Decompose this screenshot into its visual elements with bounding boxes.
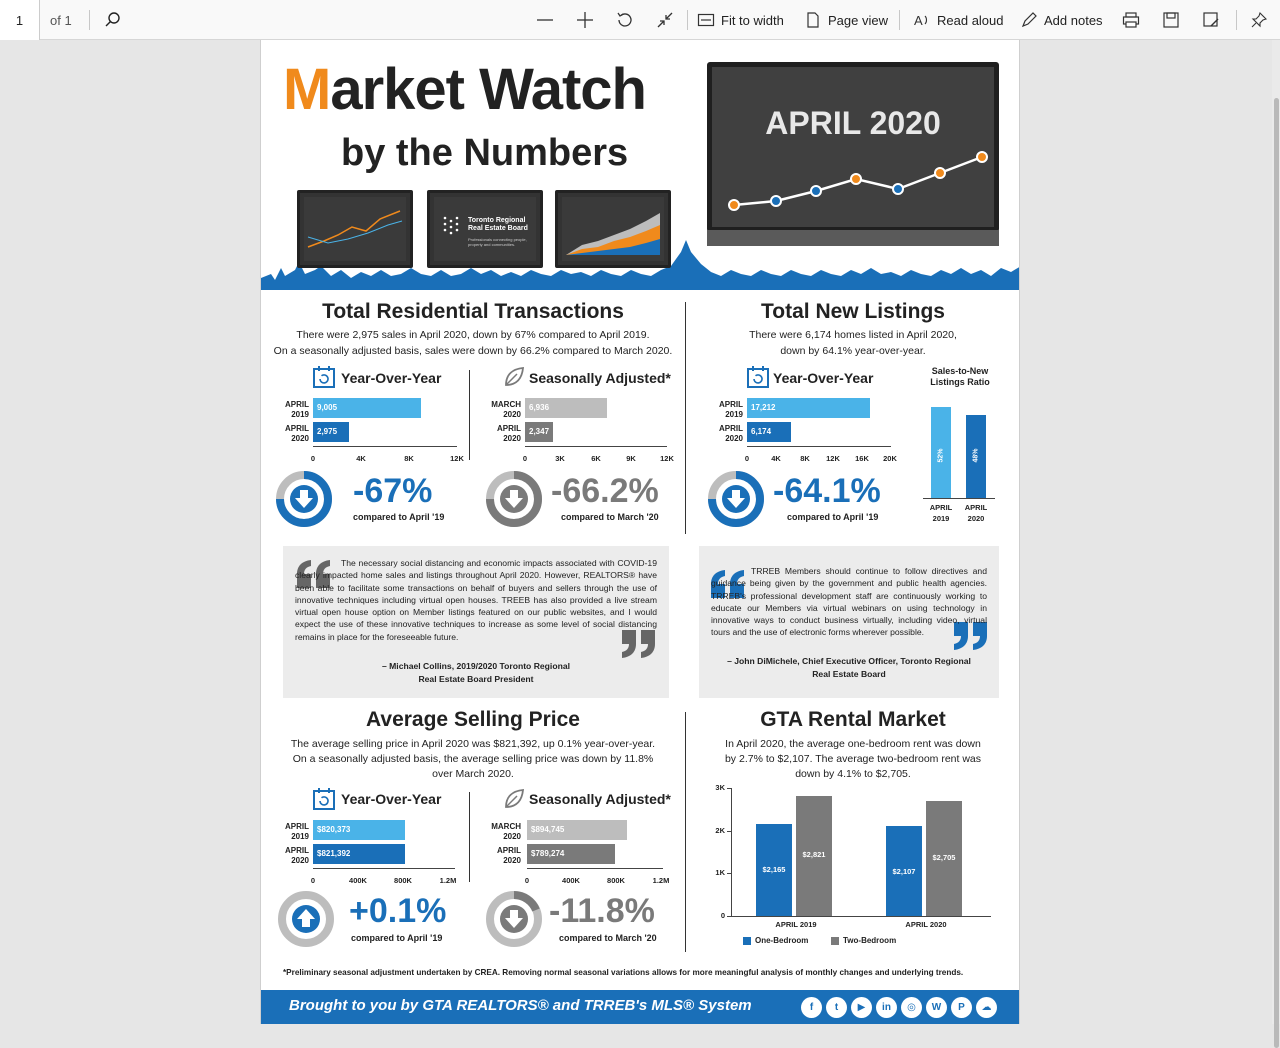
facebook-icon[interactable]: f: [801, 997, 822, 1018]
tick-label: 8K: [800, 454, 810, 463]
tick-label: 800K: [394, 876, 412, 885]
tick-label: 0: [310, 876, 316, 885]
search-button[interactable]: [104, 8, 122, 32]
trreb-logo-icon: [442, 215, 464, 237]
page-view-label: Page view: [828, 12, 888, 28]
y-tick-mark: [727, 916, 731, 917]
bar-value-label: $2,821: [802, 849, 826, 859]
listings-line-2: down by 64.1% year-over-year.: [780, 345, 926, 357]
row-label-period: MARCH: [491, 822, 521, 831]
transactions-line-1: There were 2,975 sales in April 2020, down by 67% compared to April 2019.: [296, 329, 650, 341]
row-label-period: APRIL: [719, 424, 743, 433]
infographic-header: [261, 40, 1020, 290]
bar-value: 6,936: [529, 403, 550, 412]
calendar-refresh-icon: [313, 366, 335, 388]
transactions-sa-heading: Seasonally Adjusted*: [529, 370, 671, 386]
row-label-year: 2020: [503, 856, 521, 865]
price-yoy-pct-sub: compared to April '19: [351, 933, 443, 943]
monitor-chart-1: [297, 190, 413, 268]
page-icon: [804, 11, 822, 29]
bar-value: 6,174: [751, 427, 772, 436]
y-tick-label: 2K: [715, 825, 725, 835]
y-tick-label: 0: [720, 911, 725, 920]
april-2020-monitor: [707, 62, 999, 232]
save-button[interactable]: [1161, 8, 1181, 32]
row-label-period: MARCH: [491, 400, 521, 409]
rental-line-2: by 2.7% to $2,107. The average two-bedroom rent was: [724, 753, 982, 765]
fit-page-button[interactable]: [655, 8, 675, 32]
title-rest: arket Watch: [330, 57, 646, 122]
quote-collins-author-2: Real Estate Board President: [418, 674, 534, 684]
wordpress-icon[interactable]: W: [926, 997, 947, 1018]
save-icon: [1161, 10, 1181, 30]
bar-value-label: $2,165: [762, 865, 786, 875]
ratio-label-year: 2020: [967, 514, 985, 523]
instagram-icon[interactable]: ◎: [901, 997, 922, 1018]
listings-yoy-heading: Year-Over-Year: [773, 370, 874, 386]
price-sa-heading: Seasonally Adjusted*: [529, 791, 671, 807]
row-label-period: APRIL: [497, 846, 521, 855]
bar-value: $821,392: [317, 849, 351, 858]
footer-banner: [261, 990, 1020, 1024]
row-label-period: APRIL: [719, 400, 743, 409]
toolbar-divider: [899, 10, 900, 30]
svg-text:A: A: [914, 13, 923, 28]
trreb-name-2: Real Estate Board: [468, 225, 528, 232]
printer-icon: [1121, 10, 1141, 30]
monitor-trreb-logo: [427, 190, 543, 268]
pin-icon: [1250, 11, 1268, 29]
price-line-3: over March 2020.: [432, 768, 514, 780]
read-aloud-label: Read aloud: [937, 12, 1004, 28]
bar-value: $789,274: [531, 849, 565, 858]
ratio-label-year: 2019: [932, 514, 950, 523]
x-tick-label: APRIL 2019: [775, 920, 817, 929]
trreb-name-1: Toronto Regional: [468, 217, 526, 224]
chart-divider: [469, 792, 470, 882]
tick-label: 800K: [607, 876, 625, 885]
row-label-year: 2020: [291, 856, 309, 865]
bar-value: $894,745: [531, 825, 565, 834]
page-count: of 1: [50, 13, 72, 28]
price-sa-pct: -11.8%: [549, 892, 655, 930]
rental-bar-chart: [701, 780, 1001, 960]
plus-icon: [575, 10, 595, 30]
add-notes-label: Add notes: [1044, 12, 1103, 28]
tick-label: 1.2M: [652, 876, 670, 885]
tick-label: 12K: [660, 454, 674, 463]
x-axis: [527, 868, 663, 869]
rental-title: GTA Rental Market: [760, 708, 946, 731]
tick-label: 400K: [349, 876, 367, 885]
rental-line-1: In April 2020, the average one-bedroom rent was down: [725, 738, 981, 750]
linkedin-icon[interactable]: in: [876, 997, 897, 1018]
legend-item-one-bedroom: [743, 936, 808, 945]
pinterest-icon[interactable]: P: [951, 997, 972, 1018]
ratio-heading-1: Sales-to-New: [931, 366, 989, 376]
leaf-icon: [503, 366, 525, 388]
y-axis-line: [731, 788, 732, 916]
price-sa-pct-sub: compared to March '20: [559, 933, 657, 943]
toolbar-divider: [89, 10, 90, 30]
bar-value: 2,975: [317, 427, 338, 436]
price-line-1: The average selling price in April 2020 was $821,392, up 0.1% year-over-year.: [290, 738, 656, 750]
bar-value-label: $2,107: [892, 866, 916, 876]
x-axis: [313, 446, 457, 447]
legend-swatch: [831, 937, 839, 945]
row-label-period: APRIL: [497, 424, 521, 433]
ratio-value: 48%: [972, 448, 980, 463]
row-label-year: 2019: [291, 410, 309, 419]
transactions-sa-pct-sub: compared to March '20: [561, 512, 659, 522]
y-tick-label: 3K: [715, 783, 725, 792]
listings-line-1: There were 6,174 homes listed in April 2020,: [749, 329, 957, 341]
read-aloud-button[interactable]: [913, 8, 1004, 32]
tick-label: 4K: [356, 454, 366, 463]
tick-label: 12K: [450, 454, 464, 463]
collapse-arrows-icon: [655, 10, 675, 30]
leaf-icon: [503, 788, 525, 810]
row-label-period: APRIL: [285, 822, 309, 831]
price-yoy-heading: Year-Over-Year: [341, 791, 442, 807]
trend-line-icon: [720, 143, 990, 223]
quote-dimichele-author-2: Real Estate Board: [812, 669, 886, 679]
row-label-year: 2020: [725, 434, 743, 443]
page-view-button[interactable]: [804, 8, 888, 32]
quote-dimichele-author-1: – John DiMichele, Chief Executive Officer, Toronto Regional: [727, 656, 971, 666]
ratio-label-period: APRIL: [929, 503, 953, 512]
zoom-in-button[interactable]: [575, 8, 595, 32]
legend-label: Two-Bedroom: [843, 936, 897, 945]
ratio-label-period: APRIL: [964, 503, 988, 512]
zoom-out-button[interactable]: [535, 8, 555, 32]
youtube-icon[interactable]: ▶: [851, 997, 872, 1018]
transactions-yoy-pct-sub: compared to April '19: [353, 512, 445, 522]
bar-value: 9,005: [317, 403, 338, 412]
row-label-year: 2020: [503, 434, 521, 443]
rotate-button[interactable]: [615, 8, 635, 32]
calendar-refresh-icon: [313, 788, 335, 810]
tick-label: 1.2M: [439, 876, 457, 885]
fit-width-icon: [697, 11, 715, 29]
quote-dimichele-text: TRREB Members should continue to follow directives and guidance being given by the government and public health agencies. TRREB's professional development staff are continuously working to educate our Members via virtual webinars on using technology in innovative ways to conduct business virtually, including video, virtual tours and the use of electronic forms wherever possible.: [711, 566, 987, 638]
monitor-stand: [707, 230, 999, 246]
tick-label: 20K: [883, 454, 897, 463]
toolbar-divider: [1236, 10, 1237, 30]
footnote: *Preliminary seasonal adjustment undertaken by CREA. Removing normal seasonal variations allows for more meaningful analysis of monthly changes and underlying trends.: [283, 968, 964, 977]
ratio-axis: [923, 498, 995, 499]
page-number: 1: [15, 12, 24, 28]
row-label-year: 2020: [503, 410, 521, 419]
pdf-page: [260, 40, 1020, 1024]
search-icon: [104, 11, 122, 29]
tick-label: 0: [524, 876, 530, 885]
up-arrow-donut-icon: [277, 890, 335, 948]
legend-label: One-Bedroom: [755, 936, 809, 945]
calendar-refresh-icon: [747, 366, 769, 388]
down-arrow-donut-icon: [485, 890, 543, 948]
transactions-title: Total Residential Transactions: [322, 300, 624, 323]
title-m-letter: M: [283, 57, 331, 122]
tick-label: 8K: [404, 454, 414, 463]
minus-icon: [535, 10, 555, 30]
pen-icon: [1020, 11, 1038, 29]
transactions-sa-pct: -66.2%: [551, 472, 659, 510]
row-label-year: 2019: [291, 832, 309, 841]
tick-label: 0: [744, 454, 750, 463]
down-arrow-donut-icon: [275, 470, 333, 528]
footer-text: Brought to you by GTA REALTORS® and TRREB's MLS® System: [289, 997, 752, 1014]
toolbar-divider: [687, 10, 688, 30]
x-tick-label: APRIL 2020: [905, 920, 947, 929]
rental-line-3: down by 4.1% to $2,705.: [795, 768, 911, 780]
legend-swatch: [743, 937, 751, 945]
ratio-heading-2: Listings Ratio: [930, 377, 990, 387]
listings-yoy-pct-sub: compared to April '19: [787, 512, 879, 522]
tick-label: 16K: [855, 454, 869, 463]
row-label-year: 2019: [725, 410, 743, 419]
transactions-yoy-pct: -67%: [353, 472, 433, 510]
quote-collins-text: The necessary social distancing and economic impacts associated with COVID-19 clearly impacted home sales and listings throughout April 2020. However, REALTORS® have been able to facilitate some transactions on behalf of buyers and sellers through the use of innovative techniques including virtual open houses. TREEB has also provided a live stream virtual open house option on Member listings featured on our public websites, and I would expect the use of these innovative techniques to increase as some level of social distancing remains in place for the foreseeable future.: [295, 558, 657, 642]
market-watch-title: [283, 56, 646, 123]
price-title: Average Selling Price: [366, 708, 580, 731]
row-label-period: APRIL: [285, 846, 309, 855]
tick-label: 0: [522, 454, 528, 463]
y-tick-label: 1K: [715, 868, 725, 878]
row-label-year: 2020: [503, 832, 521, 841]
monitor-area-chart: [555, 190, 671, 268]
legend-item-two-bedroom: [831, 936, 896, 945]
bar-value: 17,212: [751, 403, 776, 412]
x-axis: [313, 868, 455, 869]
twitter-icon[interactable]: t: [826, 997, 847, 1018]
bar-value: $820,373: [317, 825, 351, 834]
x-axis: [525, 446, 667, 447]
bar-value-label: $2,705: [932, 852, 956, 862]
tick-label: 0: [310, 454, 316, 463]
add-notes-button[interactable]: [1020, 8, 1103, 32]
fit-to-width-button[interactable]: [697, 8, 784, 32]
scrollbar-thumb[interactable]: [1274, 98, 1279, 1048]
bar-value: 2,347: [529, 427, 550, 436]
down-arrow-donut-icon: [707, 470, 765, 528]
tick-label: 3K: [555, 454, 565, 463]
price-line-2: On a seasonally adjusted basis, the average selling price was down by 11.8%: [292, 753, 654, 765]
save-as-icon: [1201, 10, 1221, 30]
read-aloud-icon: [913, 11, 931, 29]
rotate-icon: [615, 10, 635, 30]
tick-label: 9K: [626, 454, 636, 463]
down-arrow-donut-icon: [485, 470, 543, 528]
y-tick-mark: [727, 831, 731, 832]
tick-label: 4K: [771, 454, 781, 463]
trreb-tagline: Professionals connecting people, property and communities.: [468, 237, 527, 247]
listings-yoy-pct: -64.1%: [773, 472, 881, 510]
area-chart-icon: [562, 197, 664, 261]
vertical-scrollbar[interactable]: [1272, 40, 1280, 1024]
row-label-period: APRIL: [285, 424, 309, 433]
price-yoy-pct: +0.1%: [349, 892, 447, 930]
row-label-period: APRIL: [285, 400, 309, 409]
quote-collins-author-1: – Michael Collins, 2019/2020 Toronto Regional: [381, 661, 570, 671]
transactions-yoy-heading: Year-Over-Year: [341, 370, 442, 386]
by-the-numbers-subtitle: by the Numbers: [341, 132, 629, 174]
pin-button[interactable]: [1250, 8, 1268, 32]
pdf-toolbar: [0, 0, 1280, 40]
row-label-year: 2020: [291, 434, 309, 443]
listings-title: Total New Listings: [761, 300, 945, 323]
save-as-button[interactable]: [1201, 8, 1221, 32]
y-tick-mark: [727, 788, 731, 789]
tick-label: 400K: [562, 876, 580, 885]
tick-label: 12K: [826, 454, 840, 463]
month-badge: APRIL 2020: [765, 105, 941, 141]
tick-label: 6K: [591, 454, 601, 463]
ratio-value: 52%: [937, 448, 945, 463]
print-button[interactable]: [1121, 8, 1141, 32]
candlestick-icon: [304, 197, 406, 261]
soundcloud-icon[interactable]: ☁: [976, 997, 997, 1018]
x-axis-line: [731, 916, 991, 917]
page-number-input[interactable]: [0, 0, 40, 40]
x-axis: [747, 446, 891, 447]
transactions-line-2: On a seasonally adjusted basis, sales were down by 66.2% compared to March 2020.: [273, 345, 673, 357]
y-tick-mark: [727, 873, 731, 874]
fit-to-width-label: Fit to width: [721, 12, 784, 28]
chart-divider: [469, 370, 470, 460]
